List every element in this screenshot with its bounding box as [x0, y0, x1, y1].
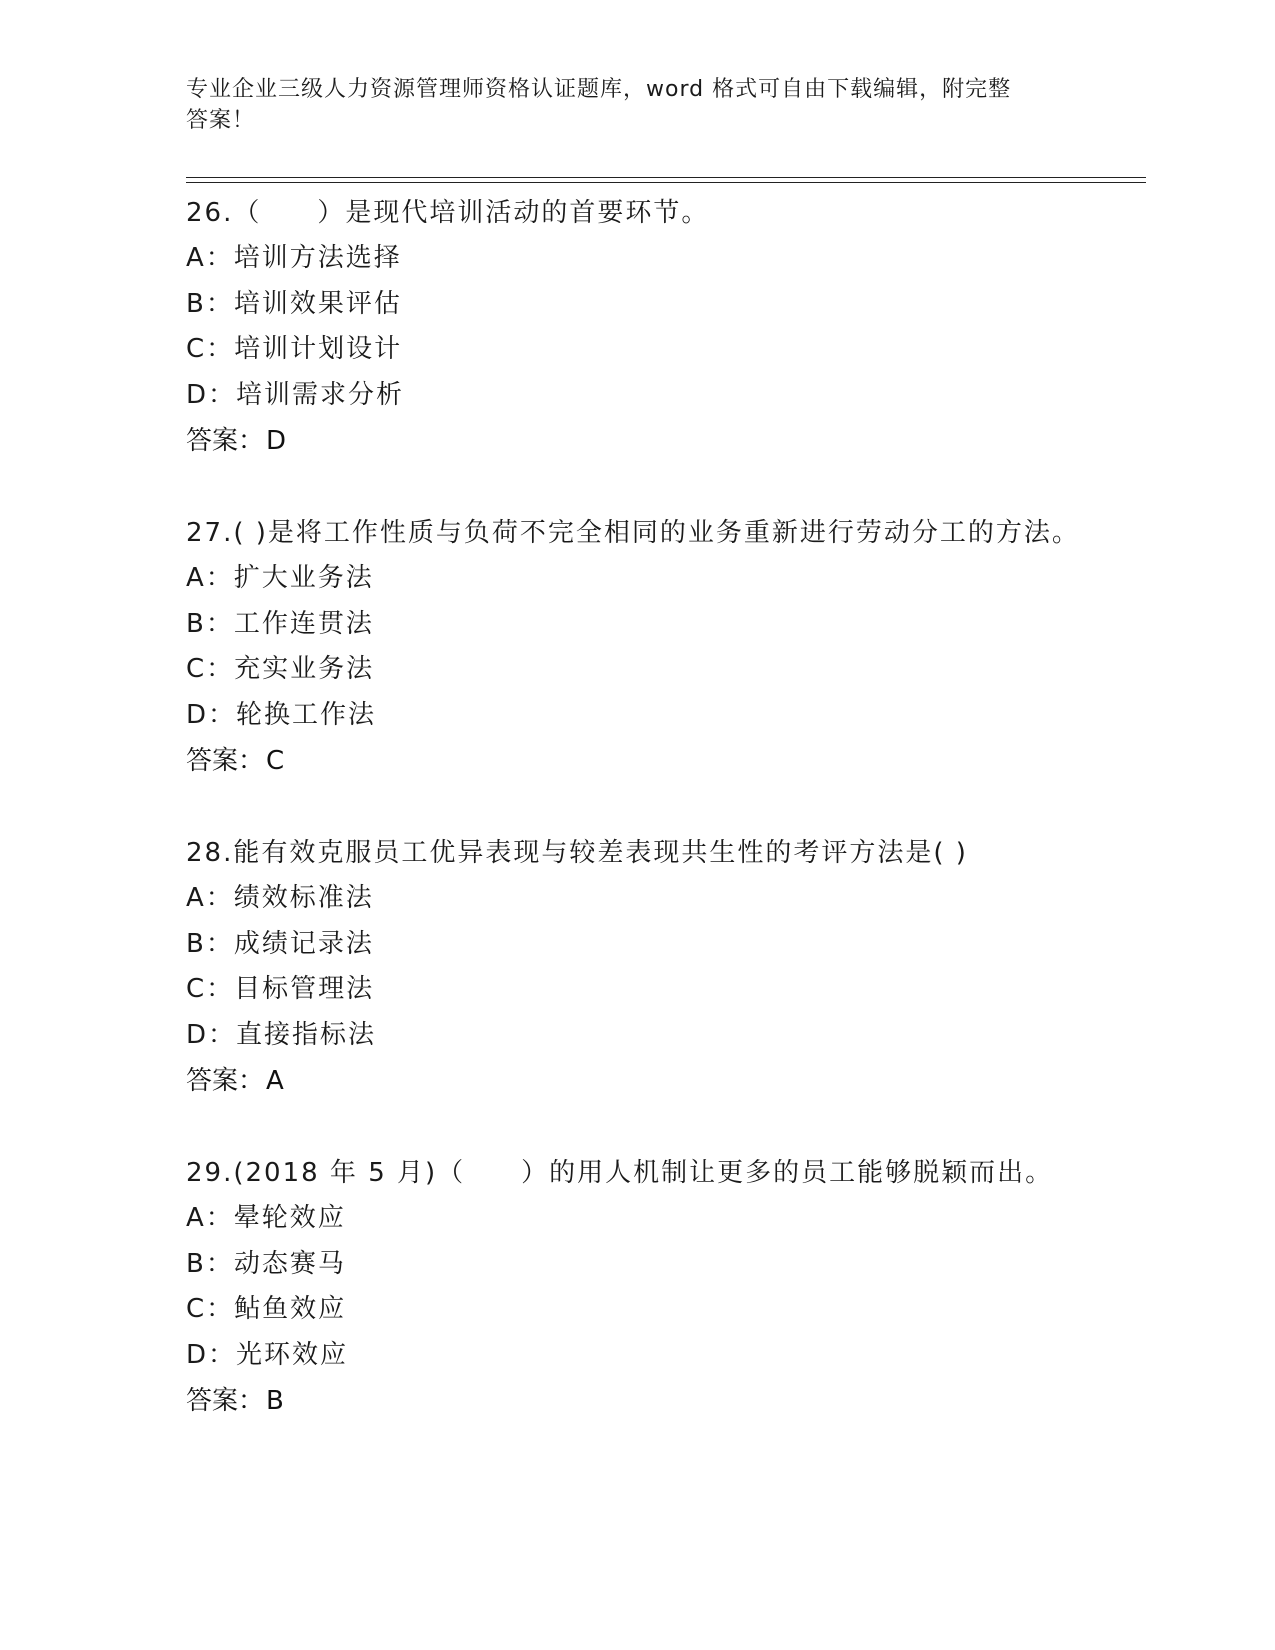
question-26 — [186, 190, 1086, 464]
answer-line — [186, 1058, 1086, 1104]
option-b: B：动态赛马 — [186, 1248, 346, 1279]
option-c: C：鲇鱼效应 — [186, 1294, 347, 1324]
answer-label: 答案： — [186, 1386, 265, 1416]
option-b: B：工作连贯法 — [186, 608, 374, 639]
document-header — [186, 74, 1066, 136]
answer-label: 答案： — [186, 746, 265, 776]
option-b: B：成绩记录法 — [186, 928, 374, 959]
option-a: A：培训方法选择 — [186, 243, 402, 273]
answer-value: C — [266, 746, 285, 776]
option-b: B：培训效果评估 — [186, 288, 402, 319]
option-d: D：培训需求分析 — [186, 379, 405, 410]
answer-line — [186, 418, 1086, 464]
option-a: A：晕轮效应 — [186, 1203, 346, 1233]
header-line-1: 专业企业三级人力资源管理师资格认证题库，word 格式可自由下载编辑，附完整 — [186, 77, 1012, 102]
answer-value: D — [266, 426, 287, 456]
header-line-2: 答案！ — [186, 108, 256, 133]
option-c: C：目标管理法 — [186, 974, 375, 1004]
answer-value: B — [266, 1386, 284, 1416]
question-29 — [186, 1150, 1086, 1424]
option-a: A：扩大业务法 — [186, 563, 374, 593]
answer-label: 答案： — [186, 426, 265, 456]
question-27 — [186, 510, 1086, 784]
header-divider-top — [186, 177, 1146, 178]
option-a: A：绩效标准法 — [186, 883, 374, 913]
question-stem: 27.( )是将工作性质与负荷不完全相同的业务重新进行劳动分工的方法。 — [186, 518, 1080, 548]
option-c: C：充实业务法 — [186, 654, 375, 684]
option-d: D：直接指标法 — [186, 1019, 377, 1050]
question-list — [186, 190, 1086, 1470]
question-stem: 28.能有效克服员工优异表现与较差表现共生性的考评方法是( ) — [186, 838, 968, 868]
answer-line — [186, 738, 1086, 784]
header-divider-bottom — [186, 182, 1146, 183]
option-d: D：轮换工作法 — [186, 699, 377, 730]
answer-label: 答案： — [186, 1066, 265, 1096]
option-c: C：培训计划设计 — [186, 334, 403, 364]
question-28 — [186, 830, 1086, 1104]
answer-line — [186, 1378, 1086, 1424]
question-stem: 29.(2018 年 5 月)（ ）的用人机制让更多的员工能够脱颖而出。 — [186, 1158, 1054, 1188]
question-stem: 26.（ ）是现代培训活动的首要环节。 — [186, 198, 710, 228]
answer-value: A — [266, 1066, 284, 1096]
option-d: D：光环效应 — [186, 1339, 349, 1370]
